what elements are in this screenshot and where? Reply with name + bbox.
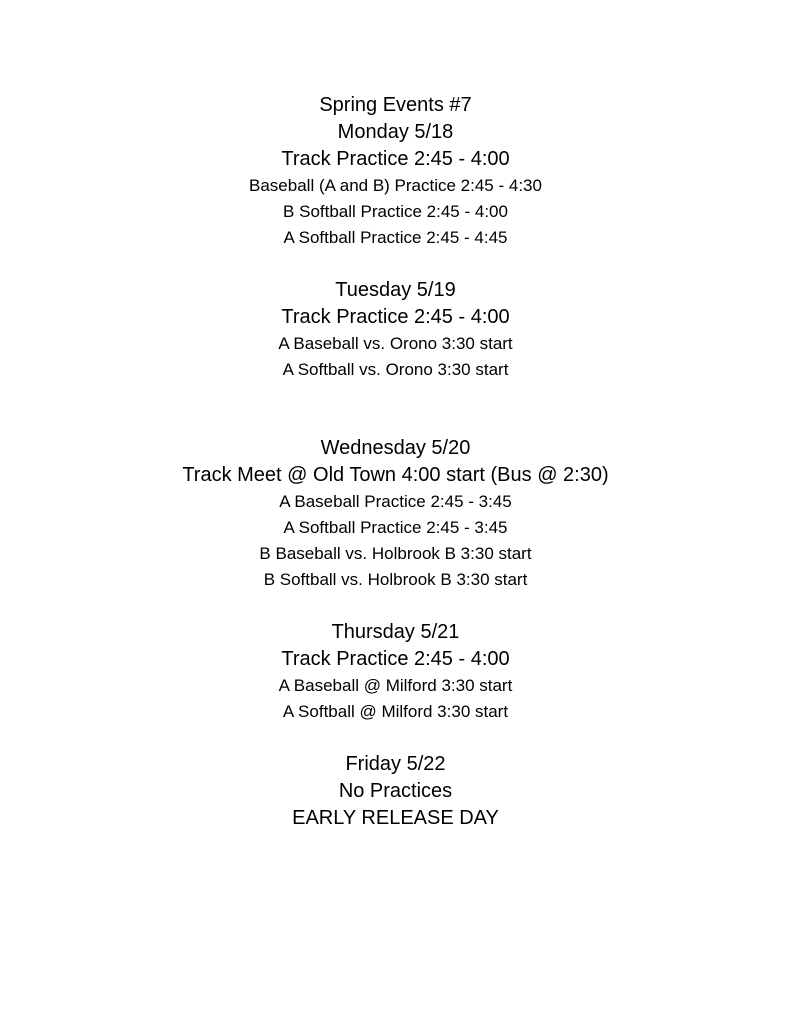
event-item: Baseball (A and B) Practice 2:45 - 4:30 (249, 176, 542, 195)
event-item: EARLY RELEASE DAY (292, 807, 499, 829)
day-heading-thursday: Thursday 5/21 (331, 621, 460, 643)
event-item: A Baseball vs. Orono 3:30 start (278, 334, 513, 353)
event-item: Track Practice 2:45 - 4:00 (281, 306, 510, 328)
day-heading-friday: Friday 5/22 (345, 753, 446, 775)
event-item: A Softball Practice 2:45 - 4:45 (283, 228, 508, 247)
event-item: No Practices (338, 780, 453, 802)
event-item: A Softball @ Milford 3:30 start (282, 702, 509, 721)
event-item: B Baseball vs. Holbrook B 3:30 start (259, 544, 532, 563)
document-title: Spring Events #7 (319, 94, 472, 116)
day-heading-wednesday: Wednesday 5/20 (320, 437, 471, 459)
event-item: Track Practice 2:45 - 4:00 (281, 148, 510, 170)
schedule-document (0, 92, 791, 832)
spacer (0, 383, 791, 435)
event-item: A Softball Practice 2:45 - 3:45 (283, 518, 508, 537)
event-item: A Baseball @ Milford 3:30 start (278, 676, 513, 695)
spacer (0, 725, 791, 751)
day-heading-monday: Monday 5/18 (337, 121, 454, 143)
event-item: B Softball Practice 2:45 - 4:00 (283, 202, 508, 221)
event-item: B Softball vs. Holbrook B 3:30 start (263, 570, 528, 589)
event-item: A Baseball Practice 2:45 - 3:45 (279, 492, 512, 511)
spacer (0, 251, 791, 277)
event-item: Track Practice 2:45 - 4:00 (281, 648, 510, 670)
event-item: Track Meet @ Old Town 4:00 start (Bus @ 2:30) (182, 464, 609, 486)
event-item: A Softball vs. Orono 3:30 start (282, 360, 509, 379)
spacer (0, 593, 791, 619)
day-heading-tuesday: Tuesday 5/19 (335, 279, 456, 301)
